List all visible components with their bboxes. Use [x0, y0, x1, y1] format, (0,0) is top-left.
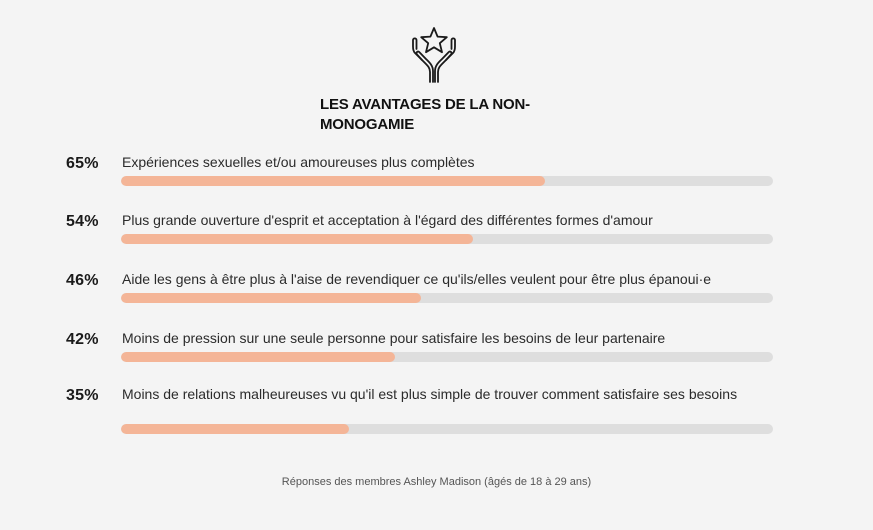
bar-category-label: Moins de pression sur une seule personne pour satisfaire les besoins de leur partenaire [122, 330, 666, 346]
bar-track [121, 293, 773, 303]
bar-track [121, 424, 773, 434]
bar-category-label: Aide les gens à être plus à l'aise de revendiquer ce qu'ils/elles veulent pour être plus épanoui·e [122, 271, 712, 287]
bar-value-label: 42% [66, 331, 99, 348]
bar-value-label: 54% [66, 213, 99, 230]
source-footnote: Réponses des membres Ashley Madison (âgés de 18 à 29 ans) [281, 476, 592, 488]
bar-value-label: 65% [66, 155, 99, 172]
bar-fill [121, 176, 545, 186]
hands-holding-star-icon [402, 24, 466, 86]
bar-fill [121, 352, 395, 362]
bar-category-label: Plus grande ouverture d'esprit et acceptation à l'égard des différentes formes d'amour [122, 212, 653, 228]
bar-fill [121, 424, 349, 434]
bar-value-label: 46% [66, 272, 99, 289]
bar-category-label: Expériences sexuelles et/ou amoureuses plus complètes [122, 154, 475, 170]
bar-value-label: 35% [66, 387, 99, 404]
bar-fill [121, 234, 473, 244]
bar-category-label: Moins de relations malheureuses vu qu'il est plus simple de trouver comment satisfaire ses besoins [122, 386, 738, 402]
bar-track [121, 176, 773, 186]
bar-fill [121, 293, 421, 303]
chart-title: LES AVANTAGES DE LA NON-MONOGAMIE [320, 96, 530, 133]
bar-track [121, 234, 773, 244]
bar-track [121, 352, 773, 362]
